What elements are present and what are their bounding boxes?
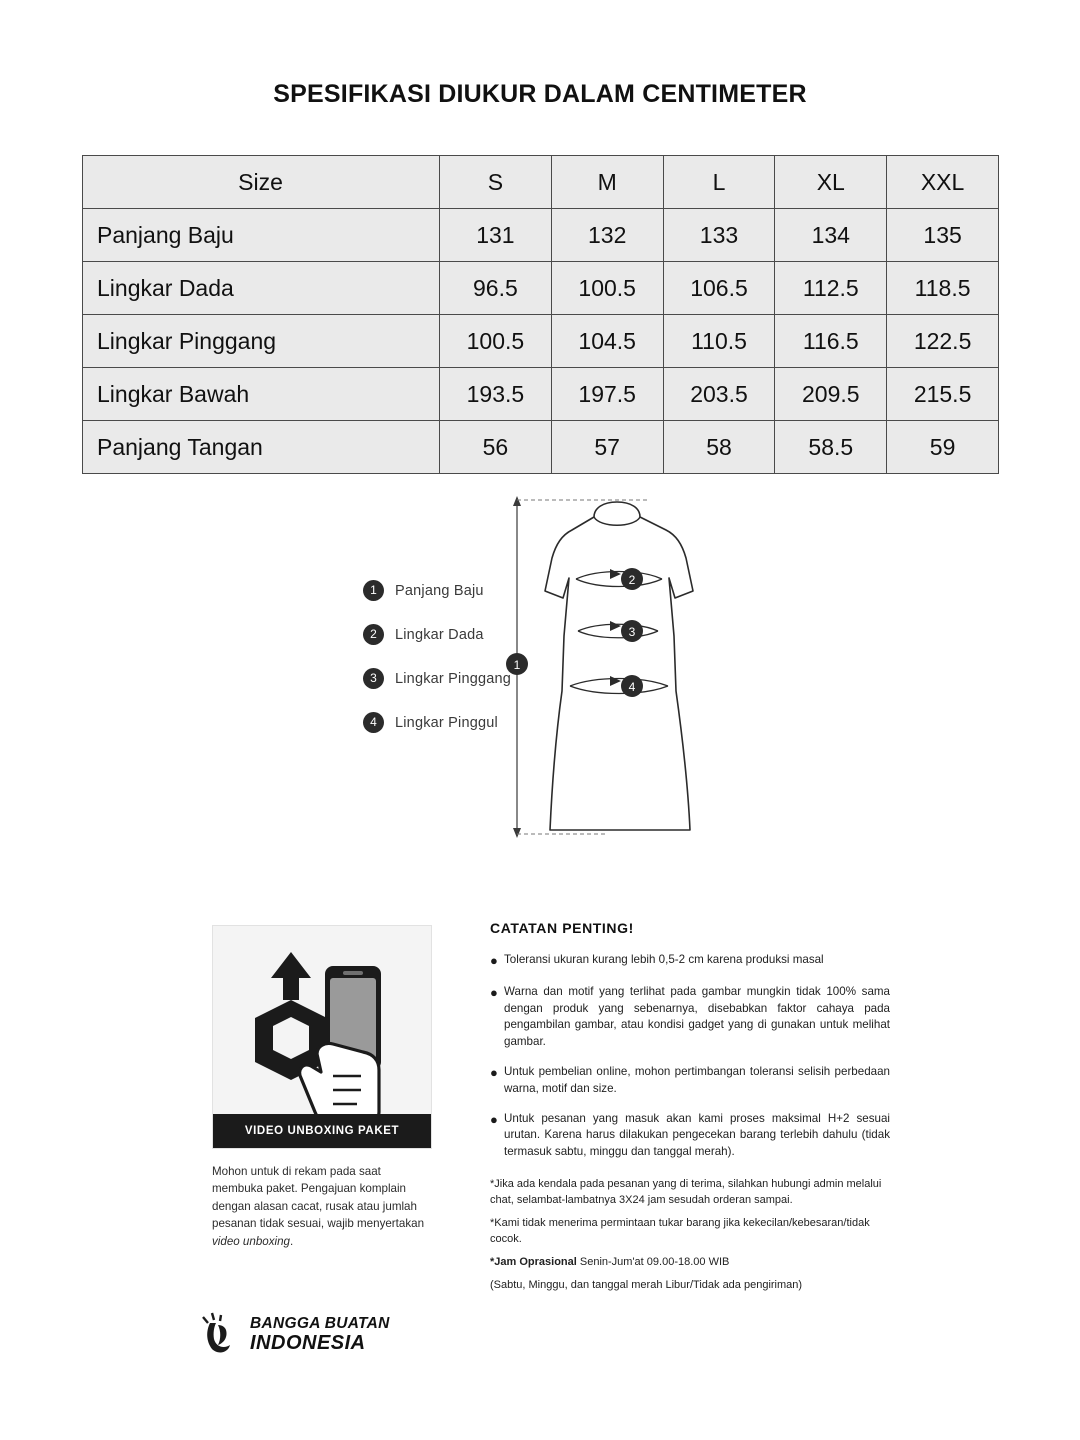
legend-badge-1: 1 bbox=[363, 580, 384, 601]
table-header-row bbox=[83, 156, 999, 209]
unboxing-text-after: . bbox=[290, 1234, 294, 1248]
row-label: Lingkar Dada bbox=[83, 262, 440, 315]
legend-label: Lingkar Dada bbox=[395, 626, 484, 643]
legend-badge-4: 4 bbox=[363, 712, 384, 733]
table-cell: 118.5 bbox=[887, 262, 999, 315]
note-text: Untuk pembelian online, mohon pertimbangan toleransi selisih perbedaan warna, motif dan size. bbox=[504, 1065, 890, 1095]
row-label: Panjang Tangan bbox=[83, 421, 440, 474]
badge-line2: INDONESIA bbox=[250, 1331, 366, 1354]
note-item bbox=[490, 1064, 890, 1098]
marker-4: 4 bbox=[628, 680, 636, 694]
operational-hours-value: Senin-Jum'at 09.00-18.00 WIB bbox=[576, 1255, 730, 1268]
table-row bbox=[83, 421, 999, 474]
legend-label: Panjang Baju bbox=[395, 582, 484, 599]
bullet-dot-icon: ● bbox=[490, 984, 498, 1000]
marker-2: 2 bbox=[628, 573, 636, 587]
table-cell: 100.5 bbox=[440, 315, 552, 368]
table-cell: 58 bbox=[663, 421, 775, 474]
dress-illustration bbox=[490, 486, 750, 861]
table-cell: 106.5 bbox=[663, 262, 775, 315]
table-cell: 132 bbox=[551, 209, 663, 262]
column-header-xxl: XXL bbox=[887, 156, 999, 209]
table-cell: 135 bbox=[887, 209, 999, 262]
marker-1: 1 bbox=[513, 658, 521, 672]
bullet-dot-icon: ● bbox=[490, 1065, 498, 1081]
table-cell: 100.5 bbox=[551, 262, 663, 315]
page-title: SPESIFIKASI DIUKUR DALAM CENTIMETER bbox=[273, 80, 807, 108]
note-text: Untuk pesanan yang masuk akan kami proses maksimal H+2 sesuai urutan. Karena harus dilakukan pengecekan barang terlebih dahulu (tidak termasuk sabtu, minggu dan tanggal merah). bbox=[504, 1111, 890, 1159]
table-cell: 131 bbox=[440, 209, 552, 262]
bangga-buatan-indonesia-badge bbox=[190, 1300, 470, 1370]
notes-title: CATATAN PENTING! bbox=[490, 920, 634, 936]
table-cell: 133 bbox=[663, 209, 775, 262]
table-cell: 56 bbox=[440, 421, 552, 474]
table-cell: 96.5 bbox=[440, 262, 552, 315]
unboxing-caption: VIDEO UNBOXING PAKET bbox=[213, 1114, 431, 1148]
table-row bbox=[83, 368, 999, 421]
column-header-s: S bbox=[440, 156, 552, 209]
unboxing-text-before: Mohon untuk di rekam pada saat membuka paket. Pengajuan komplain dengan alasan cacat, rusak atau jumlah pesanan tidak sesuai, wajib menyertakan bbox=[212, 1165, 425, 1231]
table-row bbox=[83, 262, 999, 315]
indonesia-logo-svg bbox=[190, 1309, 242, 1361]
table-cell: 134 bbox=[775, 209, 887, 262]
legend-badge-3: 3 bbox=[363, 668, 384, 689]
operational-hours-label: *Jam Oprasional bbox=[490, 1255, 577, 1268]
marker-3: 3 bbox=[628, 625, 636, 639]
note-text: Warna dan motif yang terlihat pada gambar mungkin tidak 100% sama dengan produk yang sebenarnya, disebabkan faktor cahaya pada pengambilan gambar, atau kondisi gadget yang di gunakan untuk melihat gambar. bbox=[504, 984, 890, 1049]
badge-text bbox=[250, 1316, 390, 1353]
badge-line1: BANGGA BUATAN bbox=[250, 1315, 390, 1333]
table-cell: 203.5 bbox=[663, 368, 775, 421]
legend-label: Lingkar Pinggul bbox=[395, 714, 498, 731]
unboxing-card bbox=[212, 925, 430, 1250]
table-cell: 122.5 bbox=[887, 315, 999, 368]
table-cell: 215.5 bbox=[887, 368, 999, 421]
table-cell: 59 bbox=[887, 421, 999, 474]
note-item bbox=[490, 1111, 890, 1161]
column-header-m: M bbox=[551, 156, 663, 209]
table-cell: 110.5 bbox=[663, 315, 775, 368]
legend-badge-2: 2 bbox=[363, 624, 384, 645]
measurement-diagram bbox=[0, 480, 1080, 870]
note-item bbox=[490, 952, 890, 971]
table-cell: 58.5 bbox=[775, 421, 887, 474]
notes-column bbox=[490, 920, 890, 1301]
footnote: *Jika ada kendala pada pesanan yang di terima, silahkan hubungi admin melalui chat, selambat-lambatnya 3X24 jam sesudah orderan sampai. bbox=[490, 1178, 882, 1206]
unboxing-illustration bbox=[212, 925, 432, 1149]
table-cell: 57 bbox=[551, 421, 663, 474]
table-cell: 209.5 bbox=[775, 368, 887, 421]
table-cell: 104.5 bbox=[551, 315, 663, 368]
table-row bbox=[83, 209, 999, 262]
table-cell: 193.5 bbox=[440, 368, 552, 421]
table-cell: 116.5 bbox=[775, 315, 887, 368]
footnote: *Kami tidak menerima permintaan tukar barang jika kekecilan/kebesaran/tidak cocok. bbox=[490, 1216, 870, 1245]
bullet-dot-icon: ● bbox=[490, 1111, 498, 1127]
column-header-xl: XL bbox=[775, 156, 887, 209]
note-item bbox=[490, 984, 890, 1051]
indonesia-logo-icon bbox=[190, 1309, 242, 1361]
column-header-l: L bbox=[663, 156, 775, 209]
row-label: Panjang Baju bbox=[83, 209, 440, 262]
column-header-size: Size bbox=[83, 156, 440, 209]
operational-hours-note: (Sabtu, Minggu, dan tanggal merah Libur/Tidak ada pengiriman) bbox=[490, 1278, 803, 1291]
row-label: Lingkar Bawah bbox=[83, 368, 440, 421]
bullet-dot-icon: ● bbox=[490, 953, 498, 968]
table-cell: 112.5 bbox=[775, 262, 887, 315]
operational-hours bbox=[490, 1255, 890, 1271]
table-row bbox=[83, 315, 999, 368]
footnotes bbox=[490, 1177, 890, 1294]
dress-svg bbox=[490, 486, 750, 856]
legend-label: Lingkar Pinggang bbox=[395, 670, 512, 687]
unboxing-description bbox=[212, 1163, 430, 1250]
size-chart-table bbox=[82, 155, 999, 474]
unboxing-text-italic: video unboxing bbox=[212, 1234, 290, 1248]
table-cell: 197.5 bbox=[551, 368, 663, 421]
note-text: Toleransi ukuran kurang lebih 0,5-2 cm karena produksi masal bbox=[504, 953, 824, 966]
row-label: Lingkar Pinggang bbox=[83, 315, 440, 368]
